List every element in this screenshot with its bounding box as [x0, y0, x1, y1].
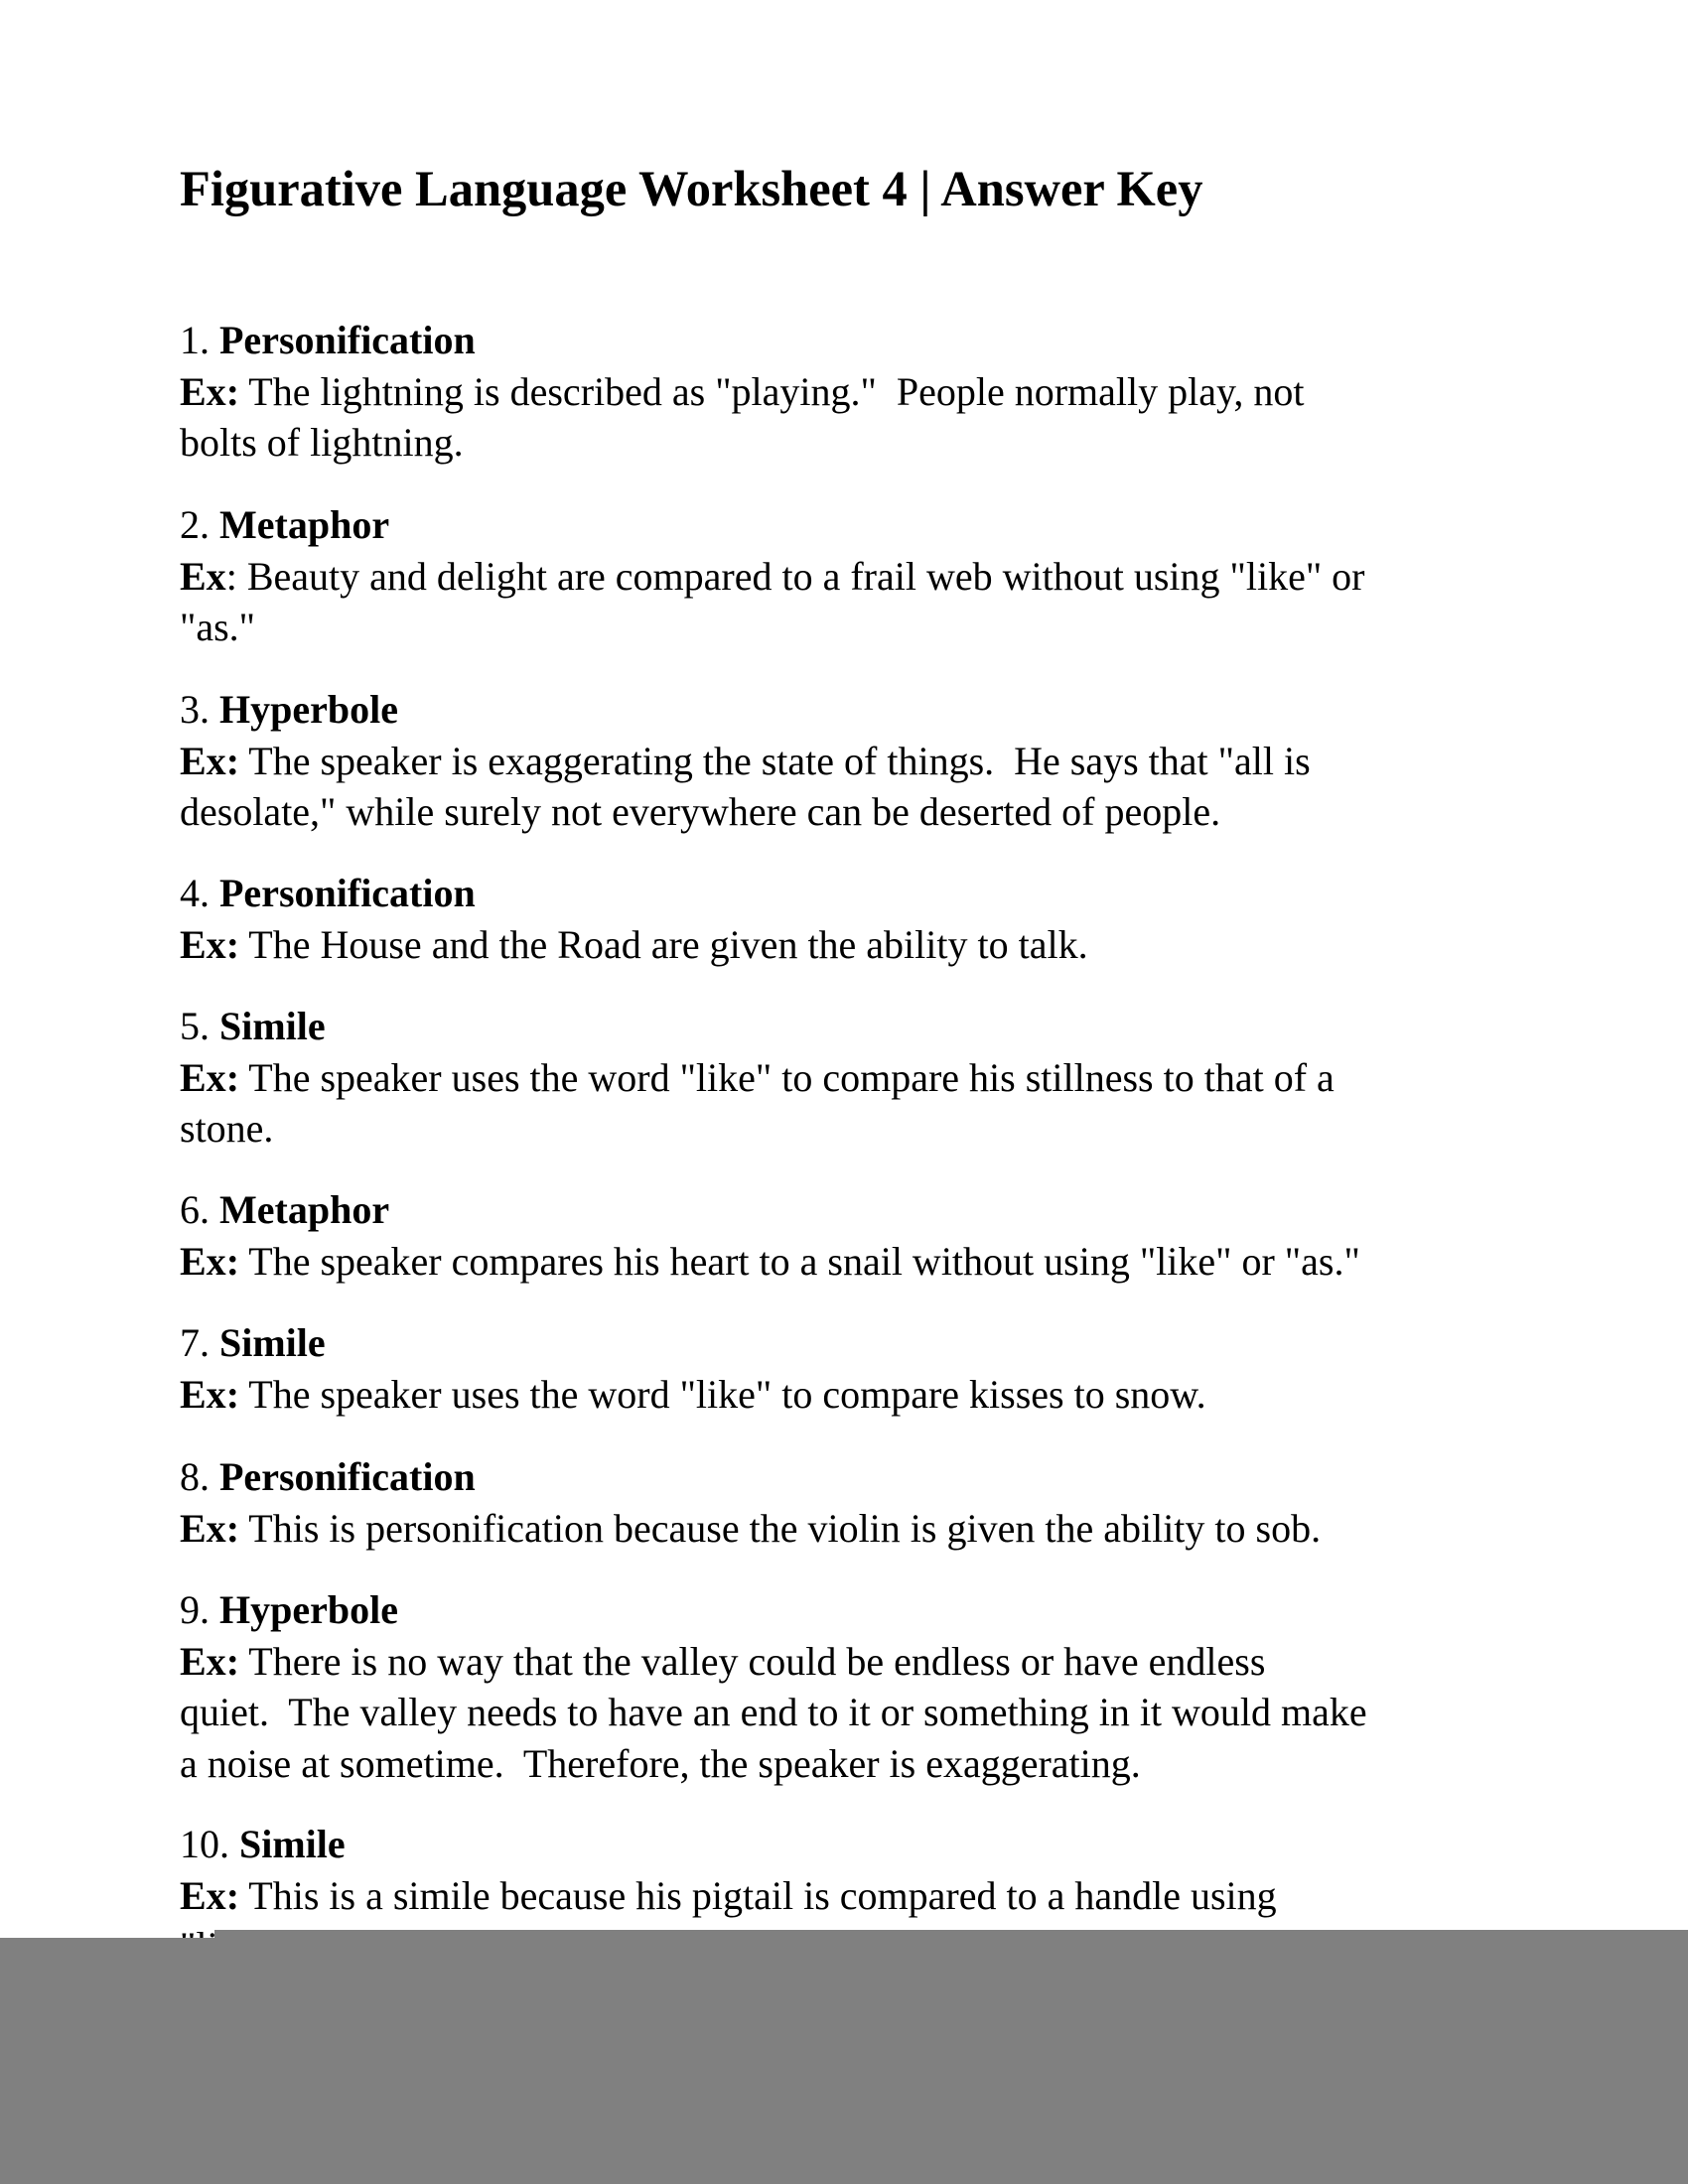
answer-number: 9.	[180, 1587, 210, 1632]
ex-label: Ex	[180, 921, 226, 967]
gray-overlay-band	[214, 1930, 1688, 2184]
answer-number: 8.	[180, 1454, 210, 1499]
explanation-line	[180, 1870, 1510, 1922]
explanation-line	[180, 1369, 1510, 1421]
answer-heading	[180, 1584, 1510, 1636]
answer-term: Metaphor	[219, 502, 390, 547]
answer-item	[180, 1317, 1510, 1420]
ex-colon: :	[225, 1238, 240, 1284]
answer-number: 1.	[180, 318, 210, 362]
explanation-text: This is a simile because his pigtail is compared to a handle using	[239, 1872, 1277, 1918]
ex-label: Ex	[180, 1638, 226, 1684]
ex-label: Ex	[180, 553, 226, 599]
answer-heading	[180, 684, 1510, 736]
ex-label: Ex	[180, 1371, 226, 1417]
explanation-line	[180, 736, 1510, 787]
answer-item	[180, 315, 1510, 469]
explanation-line	[180, 1236, 1510, 1288]
answer-item	[180, 684, 1510, 838]
answer-term: Hyperbole	[219, 687, 398, 732]
answer-term: Metaphor	[219, 1187, 390, 1232]
ex-colon: :	[225, 1638, 240, 1684]
explanation-text: bolts of lightning.	[180, 420, 464, 465]
answer-heading	[180, 499, 1510, 551]
explanation-line	[180, 551, 1510, 603]
answer-heading	[180, 1317, 1510, 1369]
ex-label: Ex	[180, 1238, 226, 1284]
explanation-line	[180, 1503, 1510, 1555]
explanation-line	[180, 786, 1510, 838]
answer-number: 6.	[180, 1187, 210, 1232]
explanation-text: The speaker uses the word "like" to compare his stillness to that of a	[239, 1054, 1335, 1100]
ex-label: Ex	[180, 1872, 226, 1918]
explanation-text: The speaker compares his heart to a snail without using "like" or "as."	[239, 1238, 1360, 1284]
explanation-line	[180, 1052, 1510, 1104]
answer-heading	[180, 868, 1510, 919]
ex-colon: :	[225, 1054, 240, 1100]
gray-overlay-band	[0, 1938, 214, 2184]
explanation-text: desolate," while surely not everywhere can be deserted of people.	[180, 789, 1221, 834]
answer-heading	[180, 315, 1510, 366]
answer-term: Personification	[219, 318, 476, 362]
explanation-line	[180, 417, 1510, 469]
explanation-text: a noise at sometime. Therefore, the speaker is exaggerating.	[180, 1740, 1141, 1786]
ex-colon: :	[225, 1371, 240, 1417]
answer-number: 3.	[180, 687, 210, 732]
ex-label: Ex	[180, 1054, 226, 1100]
explanation-line	[180, 602, 1510, 653]
explanation-text: The House and the Road are given the ability to talk.	[239, 921, 1088, 967]
ex-colon: :	[225, 1872, 240, 1918]
answer-heading	[180, 1001, 1510, 1052]
explanation-text: The lightning is described as "playing." People normally play, not	[239, 368, 1305, 414]
answer-term: Simile	[219, 1320, 326, 1365]
answer-number: 5.	[180, 1004, 210, 1048]
answer-item	[180, 1451, 1510, 1554]
answer-number: 4.	[180, 871, 210, 915]
answer-heading	[180, 1819, 1510, 1870]
ex-colon: :	[225, 553, 237, 599]
explanation-text: quiet. The valley needs to have an end to it or something in it would make	[180, 1690, 1367, 1734]
answer-number: 7.	[180, 1320, 210, 1365]
explanation-text: The speaker uses the word "like" to compare kisses to snow.	[239, 1371, 1206, 1417]
explanation-text: stone.	[180, 1106, 274, 1151]
answer-number: 10.	[180, 1822, 229, 1866]
explanation-text: This is personification because the violin is given the ability to sob.	[239, 1505, 1322, 1551]
explanation-line	[180, 1636, 1510, 1688]
answer-number: 2.	[180, 502, 210, 547]
ex-colon: :	[225, 368, 240, 414]
answer-term: Personification	[219, 871, 476, 915]
explanation-line	[180, 919, 1510, 971]
answer-term: Simile	[239, 1822, 346, 1866]
explanation-text: Beauty and delight are compared to a frail web without using "like" or	[236, 553, 1365, 599]
explanation-line	[180, 1738, 1510, 1790]
answer-item	[180, 1184, 1510, 1287]
explanation-text: "as."	[180, 605, 255, 649]
answer-term: Simile	[219, 1004, 326, 1048]
answer-item	[180, 1001, 1510, 1155]
document-title: Figurative Language Worksheet 4 | Answer Key	[180, 161, 1203, 216]
explanation-line	[180, 1103, 1510, 1155]
answer-heading	[180, 1451, 1510, 1503]
explanation-text: The speaker is exaggerating the state of things. He says that "all is	[239, 738, 1311, 783]
ex-colon: :	[225, 738, 240, 783]
explanation-line	[180, 1687, 1510, 1738]
answer-item	[180, 1584, 1510, 1789]
ex-colon: :	[225, 921, 240, 967]
ex-label: Ex	[180, 738, 226, 783]
answer-term: Hyperbole	[219, 1587, 398, 1632]
answer-item	[180, 499, 1510, 653]
answer-term: Personification	[219, 1454, 476, 1499]
answer-heading	[180, 1184, 1510, 1236]
answer-item	[180, 868, 1510, 970]
ex-colon: :	[225, 1505, 240, 1551]
ex-label: Ex	[180, 1505, 226, 1551]
explanation-line	[180, 366, 1510, 418]
explanation-text: There is no way that the valley could be endless or have endless	[239, 1638, 1266, 1684]
ex-label: Ex	[180, 368, 226, 414]
